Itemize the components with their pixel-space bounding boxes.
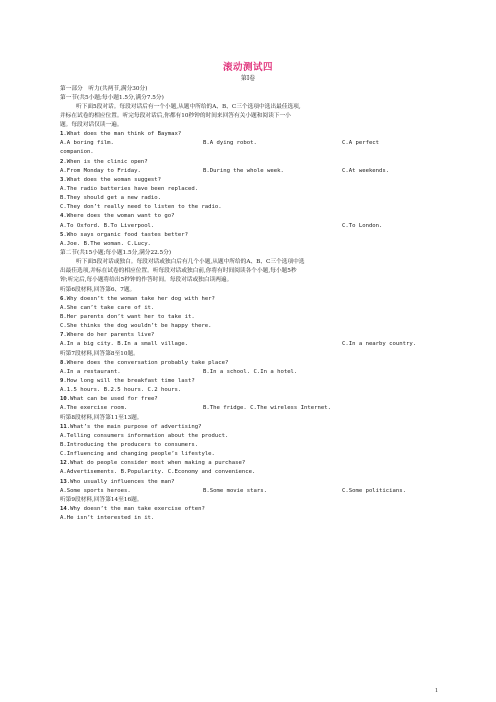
instruction-line: 听第9段材料,回答第14至16题。 bbox=[60, 496, 143, 503]
answer-option: C.In a nearby country. bbox=[342, 341, 417, 348]
question-number: 14 bbox=[60, 505, 67, 512]
text-line: A.The radio batteries have been replaced. bbox=[60, 186, 199, 193]
instruction-line: 听下面5段对话或独白。每段对话或独白后有几个小题,从题中所给的A、B、C三个选项中选 bbox=[76, 259, 305, 266]
question-text: .What can be used for free? bbox=[66, 396, 158, 403]
question-text: .When is the clinic open? bbox=[63, 158, 148, 165]
text-line: B.They should get a new radio. bbox=[60, 195, 162, 202]
question-line bbox=[60, 395, 440, 404]
question-text: .Why doesn’t the man take exercise often? bbox=[66, 505, 205, 512]
question-line bbox=[60, 359, 440, 368]
question-text: .Where do her parents live? bbox=[63, 332, 155, 339]
question-number: 8 bbox=[60, 359, 64, 366]
question-text: .Where does the woman want to go? bbox=[63, 213, 175, 220]
question-line bbox=[60, 505, 440, 514]
options-line bbox=[60, 368, 440, 377]
question-number: 9 bbox=[60, 378, 64, 384]
question-text: .Why doesn’t the woman take her dog with her? bbox=[63, 295, 215, 302]
instruction-line: 第一部分 听力(共两节,满分30分) bbox=[60, 85, 148, 92]
options-line bbox=[60, 340, 440, 349]
question-text: .Who says organic food tastes better? bbox=[63, 231, 188, 238]
instruction-line: 钟;听完后,每小题将给出5秒钟的作答时间。每段对话或独白读两遍。 bbox=[60, 277, 233, 284]
question-line bbox=[60, 295, 440, 304]
question-number: 10 bbox=[60, 396, 67, 403]
instruction-line: 听第7段材料,回答第8至10题。 bbox=[60, 350, 139, 357]
instruction-line: 并标在试卷的相应位置。听完每段对话后,你都有10秒钟的时间来回答有关小题和阅读下一小 bbox=[60, 112, 291, 119]
instruction-line: 出最佳选项,并标在试卷的相应位置。听每段对话或独白前,你将有时间阅读各个小题,每小题5秒 bbox=[60, 268, 297, 275]
question-text: .What does the man think of Baymax? bbox=[63, 131, 182, 138]
page-number: 1 bbox=[435, 688, 438, 694]
question-number: 2 bbox=[60, 158, 64, 165]
text-line: C.She thinks the dog wouldn’t be happy there. bbox=[60, 323, 212, 330]
question-number: 6 bbox=[60, 295, 64, 302]
answer-option: A.In a restaurant. bbox=[60, 368, 121, 375]
question-line bbox=[60, 176, 440, 185]
text-line: A.He isn’t interested in it. bbox=[60, 515, 155, 522]
text-line: A.1.5 hours. B.2.5 hours. C.2 hours. bbox=[60, 387, 182, 394]
question-number: 12 bbox=[60, 460, 67, 467]
options-line bbox=[60, 404, 440, 413]
question-number: 1 bbox=[60, 131, 64, 138]
options-line bbox=[60, 167, 440, 176]
answer-option: C.To London. bbox=[342, 222, 383, 229]
answer-option: B.During the whole week. bbox=[203, 167, 284, 174]
text-line: A.She can’t take care of it. bbox=[60, 304, 155, 311]
instruction-line: 第二节(共15小题;每小题1.5分,满分22.5分) bbox=[60, 250, 172, 257]
answer-option: C.A perfect bbox=[342, 140, 380, 147]
answer-option: C.Some politicians. bbox=[342, 487, 406, 494]
answer-option: A.The exercise room. bbox=[60, 405, 128, 412]
question-line bbox=[60, 478, 440, 487]
question-line bbox=[60, 130, 440, 139]
question-number: 13 bbox=[60, 478, 67, 485]
options-line bbox=[60, 139, 440, 148]
document-body bbox=[60, 85, 440, 524]
answer-option: A.In a big city. B.In a small village. bbox=[60, 341, 188, 348]
question-text: .What do people consider most when making a purchase? bbox=[66, 460, 246, 467]
question-text: .What does the woman suggest? bbox=[63, 176, 162, 183]
question-line bbox=[60, 459, 440, 468]
options-line bbox=[60, 222, 440, 231]
text-line: B.Her parents don’t want her to take it. bbox=[60, 314, 195, 321]
question-line bbox=[60, 331, 440, 340]
answer-option: B.Some movie stars. bbox=[203, 487, 267, 494]
options-line bbox=[60, 487, 440, 496]
question-text: .Where does the conversation probably take place? bbox=[63, 359, 229, 366]
answer-option: A.Some sports heroes. bbox=[60, 487, 131, 494]
question-line bbox=[60, 231, 440, 240]
text-line: A.Telling consumers information about the product. bbox=[60, 432, 229, 439]
question-line bbox=[60, 377, 440, 386]
question-number: 7 bbox=[60, 332, 64, 339]
text-line: A.Joe. B.The woman. C.Lucy. bbox=[60, 240, 151, 247]
question-number: 5 bbox=[60, 231, 64, 238]
text-line: B.Introducing the producers to consumers. bbox=[60, 441, 199, 448]
instruction-line: 听第6段材料,回答第6、7题。 bbox=[60, 286, 136, 293]
text-line: companion. bbox=[60, 149, 94, 156]
text-line: C.They don’t really need to listen to the radio. bbox=[60, 204, 222, 211]
question-number: 4 bbox=[60, 213, 64, 220]
question-line bbox=[60, 423, 440, 432]
page-title: 滚动测试四 bbox=[222, 62, 273, 73]
question-text: .What’s the main purpose of advertising? bbox=[66, 423, 202, 430]
answer-option: A.To Oxford. B.To Liverpool. bbox=[60, 222, 155, 229]
section-subtitle: 第Ⅰ卷 bbox=[240, 75, 256, 82]
answer-option: B.A dying robot. bbox=[203, 140, 257, 147]
instruction-line: 题。每段对话仅读一遍。 bbox=[60, 122, 123, 129]
text-line: C.Influencing and changing people’s lifestyle. bbox=[60, 451, 215, 458]
answer-option: A.From Monday to Friday. bbox=[60, 167, 141, 174]
instruction-line: 第一节(共5小题;每小题1.5分,满分7.5分) bbox=[60, 94, 164, 101]
instruction-line: 听第8段材料,回答第11至13题。 bbox=[60, 414, 143, 421]
question-line bbox=[60, 212, 440, 221]
question-number: 3 bbox=[60, 176, 64, 183]
question-number: 11 bbox=[60, 423, 67, 430]
question-text: .How long will the breakfast time last? bbox=[63, 378, 195, 384]
answer-option: C.At weekends. bbox=[342, 167, 390, 174]
answer-option: B.In a school. C.In a hotel. bbox=[203, 368, 298, 375]
instruction-line: 听下面5段对话。每段对话后有一个小题,从题中所给的A、B、C三个选项中选出最佳选项, bbox=[76, 103, 301, 110]
text-line: A.Advertisements. B.Popularity. C.Economy and convenience. bbox=[60, 469, 256, 476]
answer-option: B.The fridge. C.The wireless Internet. bbox=[203, 405, 331, 412]
question-line bbox=[60, 158, 440, 167]
question-text: .Who usually influences the man? bbox=[66, 478, 175, 485]
answer-option: A.A boring film. bbox=[60, 140, 114, 147]
